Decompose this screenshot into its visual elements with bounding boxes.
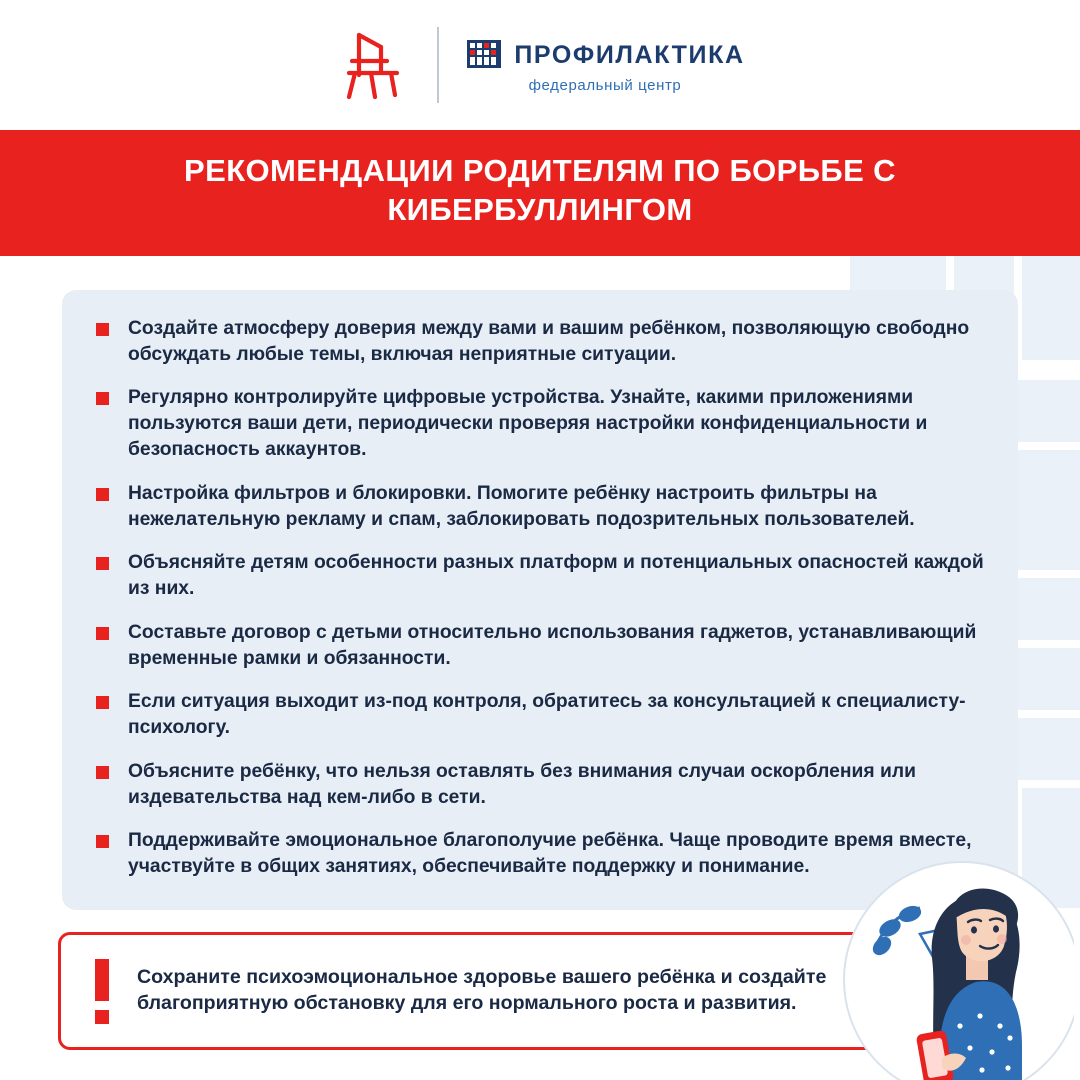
exclamation-mark-icon [87, 957, 117, 1024]
callout-text: Сохраните психоэмоциональное здоровье вашего ребёнка и создайте благоприятную обстановку для его нормального роста и развития. [137, 965, 827, 1015]
chair-outline-icon [335, 27, 411, 103]
brand-block [465, 36, 744, 94]
header-divider [437, 27, 439, 103]
list-item: Поддерживайте эмоциональное благополучие ребёнка. Чаще проводите время вместе, участвуйте в общих занятиях, обеспечивайте поддержку и понимание. [90, 828, 988, 880]
title-band [0, 130, 1080, 256]
recommendations-card [62, 290, 1018, 911]
list-item: Настройка фильтров и блокировки. Помогите ребёнку настроить фильтры на нежелательную рекламу и спам, заблокировать подозрительных пользователей. [90, 481, 988, 533]
poster-header [0, 0, 1080, 130]
list-item: Составьте договор с детьми относительно использования гаджетов, устанавливающий временные рамки и обязанности. [90, 620, 988, 672]
list-item: Создайте атмосферу доверия между вами и вашим ребёнком, позволяющую свободно обсуждать любые темы, включая неприятные ситуации. [90, 316, 988, 368]
list-item: Объясните ребёнку, что нельзя оставлять без внимания случаи оскорбления или издевательства над кем-либо в сети. [90, 759, 988, 811]
brand-name: ПРОФИЛАКТИКА [514, 40, 745, 69]
girl-with-smartphone-illustration [824, 830, 1074, 1080]
page-title: РЕКОМЕНДАЦИИ РОДИТЕЛЯМ ПО БОРЬБЕ С КИБЕРБУЛЛИНГОМ [184, 153, 896, 227]
list-item: Регулярно контролируйте цифровые устройства. Узнайте, какими приложениями пользуются ваши дети, периодически проверяя настройки конфиденциальности и безопасность аккаунтов. [90, 385, 988, 464]
brand-subtitle: федеральный центр [528, 77, 682, 94]
list-item: Если ситуация выходит из-под контроля, обратитесь за консультацией к специалисту-психологу. [90, 689, 988, 741]
recommendations-list [90, 316, 988, 881]
flag-grid-icon [465, 36, 503, 74]
list-item: Объясняйте детям особенности разных платформ и потенциальных опасностей каждой из них. [90, 550, 988, 602]
